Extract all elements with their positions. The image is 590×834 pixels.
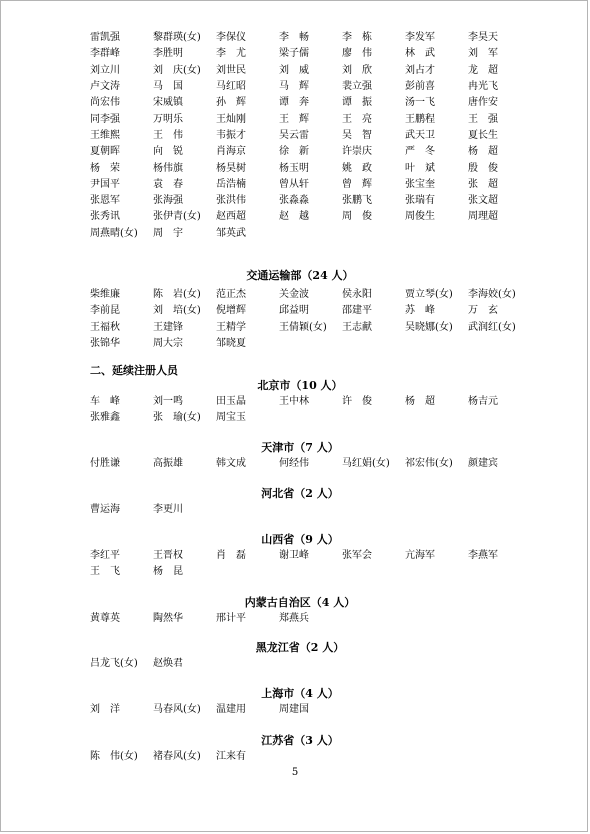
person-name: 冉光飞 xyxy=(468,81,498,93)
person-name: 李红平 xyxy=(90,550,120,562)
person-name: 王精学 xyxy=(216,321,246,333)
person-name: 郑燕兵 xyxy=(279,613,309,625)
person-name: 田玉晶 xyxy=(216,396,246,408)
person-name: 刘 洋 xyxy=(90,704,120,716)
person-name: 李 畅 xyxy=(279,32,309,44)
person-name: 李保仪 xyxy=(216,32,246,44)
name-row xyxy=(90,111,560,127)
section-title-neimenggu: 内蒙古自治区（4 人） xyxy=(244,596,356,609)
person-name: 祁宏伟(女) xyxy=(405,458,453,470)
person-name: 梁子儒 xyxy=(279,48,309,60)
person-name: 李更川 xyxy=(153,504,183,516)
person-name: 张鹏飞 xyxy=(342,195,372,207)
person-name: 韦振才 xyxy=(216,129,246,141)
person-name: 谭 振 xyxy=(342,97,372,109)
name-row xyxy=(90,410,560,426)
person-name: 姚 政 xyxy=(342,162,372,174)
person-name: 王 伟 xyxy=(153,129,183,141)
person-name: 刘 军 xyxy=(468,48,498,60)
person-name: 严 冬 xyxy=(405,146,435,158)
person-name: 李昊天 xyxy=(468,32,498,44)
name-row xyxy=(90,548,560,564)
person-name: 赵西超 xyxy=(216,211,246,223)
person-name: 张雅鑫 xyxy=(90,412,120,424)
person-name: 邵建平 xyxy=(342,305,372,317)
person-name: 吴云雷 xyxy=(279,129,309,141)
person-name: 杨吉元 xyxy=(468,396,498,408)
person-name: 杨 荣 xyxy=(90,162,120,174)
person-name: 张恩军 xyxy=(90,195,120,207)
name-row xyxy=(90,30,560,46)
name-list-shanghai xyxy=(90,702,560,718)
name-list-tianjin xyxy=(90,456,560,472)
person-name: 张文超 xyxy=(468,195,498,207)
person-name: 杨伟旗 xyxy=(153,162,183,174)
person-name: 马红娟(女) xyxy=(342,458,390,470)
person-name: 马 辉 xyxy=(279,81,309,93)
person-name: 邹英武 xyxy=(216,227,246,239)
person-name: 周建国 xyxy=(279,704,309,716)
name-row xyxy=(90,320,560,336)
person-name: 马红昭 xyxy=(216,81,246,93)
person-name: 陶然华 xyxy=(153,613,183,625)
section-title-heilongjiang: 黑龙江省（2 人） xyxy=(255,641,345,654)
person-name: 江来有 xyxy=(216,751,246,763)
name-row xyxy=(90,209,560,225)
person-name: 夏长生 xyxy=(468,129,498,141)
person-name: 苏 峰 xyxy=(405,305,435,317)
person-name: 曾从轩 xyxy=(279,178,309,190)
person-name: 王维熙 xyxy=(90,129,120,141)
person-name: 武润红(女) xyxy=(468,321,516,333)
person-name: 贾立琴(女) xyxy=(405,289,453,301)
name-row xyxy=(90,336,560,352)
person-name: 马春风(女) xyxy=(153,704,201,716)
person-name: 张秀讯 xyxy=(90,211,120,223)
person-name: 王建锋 xyxy=(153,321,183,333)
name-list-beijing xyxy=(90,394,560,427)
person-name: 吕龙飞(女) xyxy=(90,658,138,670)
section-title-tianjin: 天津市（7 人） xyxy=(261,441,339,454)
page-number: 5 xyxy=(291,767,299,778)
person-name: 肖 磊 xyxy=(216,550,246,562)
person-name: 周 宇 xyxy=(153,227,183,239)
person-name: 王 辉 xyxy=(279,113,309,125)
person-name: 刘一鸣 xyxy=(153,396,183,408)
name-row xyxy=(90,95,560,111)
person-name: 张瑞有 xyxy=(405,195,435,207)
name-row xyxy=(90,702,560,718)
person-name: 李前昆 xyxy=(90,305,120,317)
section-title-shanxi: 山西省（9 人） xyxy=(261,533,339,546)
person-name: 张淼淼 xyxy=(279,195,309,207)
person-name: 刘 欣 xyxy=(342,64,372,76)
person-name: 杨昊树 xyxy=(216,162,246,174)
person-name: 林 武 xyxy=(405,48,435,60)
section-title-jiangsu: 江苏省（3 人） xyxy=(261,734,339,747)
person-name: 袁 春 xyxy=(153,178,183,190)
person-name: 岳浩楠 xyxy=(216,178,246,190)
person-name: 曾 辉 xyxy=(342,178,372,190)
person-name: 张锦华 xyxy=(90,338,120,350)
name-row xyxy=(90,394,560,410)
name-row xyxy=(90,502,560,518)
person-name: 殷 俊 xyxy=(468,162,498,174)
person-name: 王晋权 xyxy=(153,550,183,562)
name-row xyxy=(90,287,560,303)
person-name: 王志献 xyxy=(342,321,372,333)
person-name: 张伊青(女) xyxy=(153,211,201,223)
person-name: 范正杰 xyxy=(216,289,246,301)
person-name: 亢海军 xyxy=(405,550,435,562)
person-name: 孙 辉 xyxy=(216,97,246,109)
person-name: 同李强 xyxy=(90,113,120,125)
person-name: 万明乐 xyxy=(153,113,183,125)
person-name: 侯永阳 xyxy=(342,289,372,301)
person-name: 刘立川 xyxy=(90,64,120,76)
name-list-jiangsu xyxy=(90,749,560,765)
person-name: 颜建宾 xyxy=(468,458,498,470)
person-name: 杨 超 xyxy=(468,146,498,158)
person-name: 邱益明 xyxy=(279,305,309,317)
person-name: 刘 威 xyxy=(279,64,309,76)
person-name: 卢文涛 xyxy=(90,81,120,93)
person-name: 温建用 xyxy=(216,704,246,716)
person-name: 刘 庆(女) xyxy=(153,64,201,76)
person-name: 王 飞 xyxy=(90,566,120,578)
person-name: 彭前喜 xyxy=(405,81,435,93)
person-name: 杨玉明 xyxy=(279,162,309,174)
person-name: 叶 斌 xyxy=(405,162,435,174)
person-name: 吴晓娜(女) xyxy=(405,321,453,333)
person-name: 李海姣(女) xyxy=(468,289,516,301)
person-name: 刘 培(女) xyxy=(153,305,201,317)
name-row xyxy=(90,177,560,193)
name-row xyxy=(90,46,560,62)
person-name: 万 玄 xyxy=(468,305,498,317)
person-name: 尹国平 xyxy=(90,178,120,190)
person-name: 李胜明 xyxy=(153,48,183,60)
person-name: 杨 超 xyxy=(405,396,435,408)
name-row xyxy=(90,564,560,580)
section-title-hebei: 河北省（2 人） xyxy=(261,487,339,500)
person-name: 韩文成 xyxy=(216,458,246,470)
person-name: 王倩颖(女) xyxy=(279,321,327,333)
person-name: 何经伟 xyxy=(279,458,309,470)
person-name: 谭 奔 xyxy=(279,97,309,109)
person-name: 许崇庆 xyxy=(342,146,372,158)
person-name: 高振雄 xyxy=(153,458,183,470)
person-name: 向 锐 xyxy=(153,146,183,158)
person-name: 尚宏伟 xyxy=(90,97,120,109)
person-name: 邹晓夏 xyxy=(216,338,246,350)
name-row xyxy=(90,144,560,160)
person-name: 宋威镇 xyxy=(153,97,183,109)
person-name: 黎群瑛(女) xyxy=(153,32,201,44)
person-name: 赵 越 xyxy=(279,211,309,223)
person-name: 黄尊英 xyxy=(90,613,120,625)
person-name: 张 瑜(女) xyxy=(153,412,201,424)
person-name: 倪增辉 xyxy=(216,305,246,317)
person-name: 周大宗 xyxy=(153,338,183,350)
person-name: 王 亮 xyxy=(342,113,372,125)
person-name: 周理超 xyxy=(468,211,498,223)
person-name: 汤一飞 xyxy=(405,97,435,109)
person-name: 张宝奎 xyxy=(405,178,435,190)
person-name: 陈 岩(女) xyxy=(153,289,201,301)
person-name: 雷凯强 xyxy=(90,32,120,44)
name-row xyxy=(90,128,560,144)
name-row xyxy=(90,160,560,176)
person-name: 徐 新 xyxy=(279,146,309,158)
name-row xyxy=(90,226,560,242)
person-name: 王 强 xyxy=(468,113,498,125)
person-name: 李燕军 xyxy=(468,550,498,562)
name-list-heilongjiang xyxy=(90,656,560,672)
name-list-neimenggu xyxy=(90,611,560,627)
person-name: 柴维廉 xyxy=(90,289,120,301)
name-row xyxy=(90,456,560,472)
person-name: 夏朝晖 xyxy=(90,146,120,158)
part-two-heading: 二、延续注册人员 xyxy=(90,364,178,377)
name-row xyxy=(90,303,560,319)
name-row xyxy=(90,656,560,672)
person-name: 车 峰 xyxy=(90,396,120,408)
person-name: 陈 伟(女) xyxy=(90,751,138,763)
person-name: 张海强 xyxy=(153,195,183,207)
person-name: 杨 昆 xyxy=(153,566,183,578)
person-name: 赵焕君 xyxy=(153,658,183,670)
person-name: 裴立强 xyxy=(342,81,372,93)
person-name: 张军会 xyxy=(342,550,372,562)
person-name: 刘占才 xyxy=(405,64,435,76)
person-name: 曹运海 xyxy=(90,504,120,516)
person-name: 关金波 xyxy=(279,289,309,301)
person-name: 褚春风(女) xyxy=(153,751,201,763)
person-name: 王中林 xyxy=(279,396,309,408)
person-name: 张 超 xyxy=(468,178,498,190)
person-name: 许 俊 xyxy=(342,396,372,408)
person-name: 王鹏程 xyxy=(405,113,435,125)
person-name: 张洪伟 xyxy=(216,195,246,207)
name-row xyxy=(90,79,560,95)
person-name: 武天卫 xyxy=(405,129,435,141)
person-name: 周俊生 xyxy=(405,211,435,223)
section-title-shanghai: 上海市（4 人） xyxy=(261,687,339,700)
person-name: 廖 伟 xyxy=(342,48,372,60)
person-name: 李发军 xyxy=(405,32,435,44)
person-name: 王福秋 xyxy=(90,321,120,333)
name-row xyxy=(90,749,560,765)
name-list-transport xyxy=(90,287,560,352)
person-name: 李 栋 xyxy=(342,32,372,44)
person-name: 周燕晴(女) xyxy=(90,227,138,239)
person-name: 邢计平 xyxy=(216,613,246,625)
person-name: 周 俊 xyxy=(342,211,372,223)
person-name: 王灿刚 xyxy=(216,113,246,125)
name-row xyxy=(90,611,560,627)
person-name: 吴 智 xyxy=(342,129,372,141)
name-row xyxy=(90,193,560,209)
name-row xyxy=(90,63,560,79)
person-name: 李 尤 xyxy=(216,48,246,60)
name-list-continued xyxy=(90,30,560,242)
person-name: 肖海京 xyxy=(216,146,246,158)
person-name: 谢卫峰 xyxy=(279,550,309,562)
name-list-shanxi xyxy=(90,548,560,581)
person-name: 刘世民 xyxy=(216,64,246,76)
name-list-hebei xyxy=(90,502,560,518)
section-title-beijing: 北京市（10 人） xyxy=(257,379,343,392)
person-name: 龙 超 xyxy=(468,64,498,76)
person-name: 唐作安 xyxy=(468,97,498,109)
person-name: 李群峰 xyxy=(90,48,120,60)
section-title-transport: 交通运输部（24 人） xyxy=(246,269,354,282)
person-name: 周宝玉 xyxy=(216,412,246,424)
person-name: 马 国 xyxy=(153,81,183,93)
person-name: 付胜谦 xyxy=(90,458,120,470)
